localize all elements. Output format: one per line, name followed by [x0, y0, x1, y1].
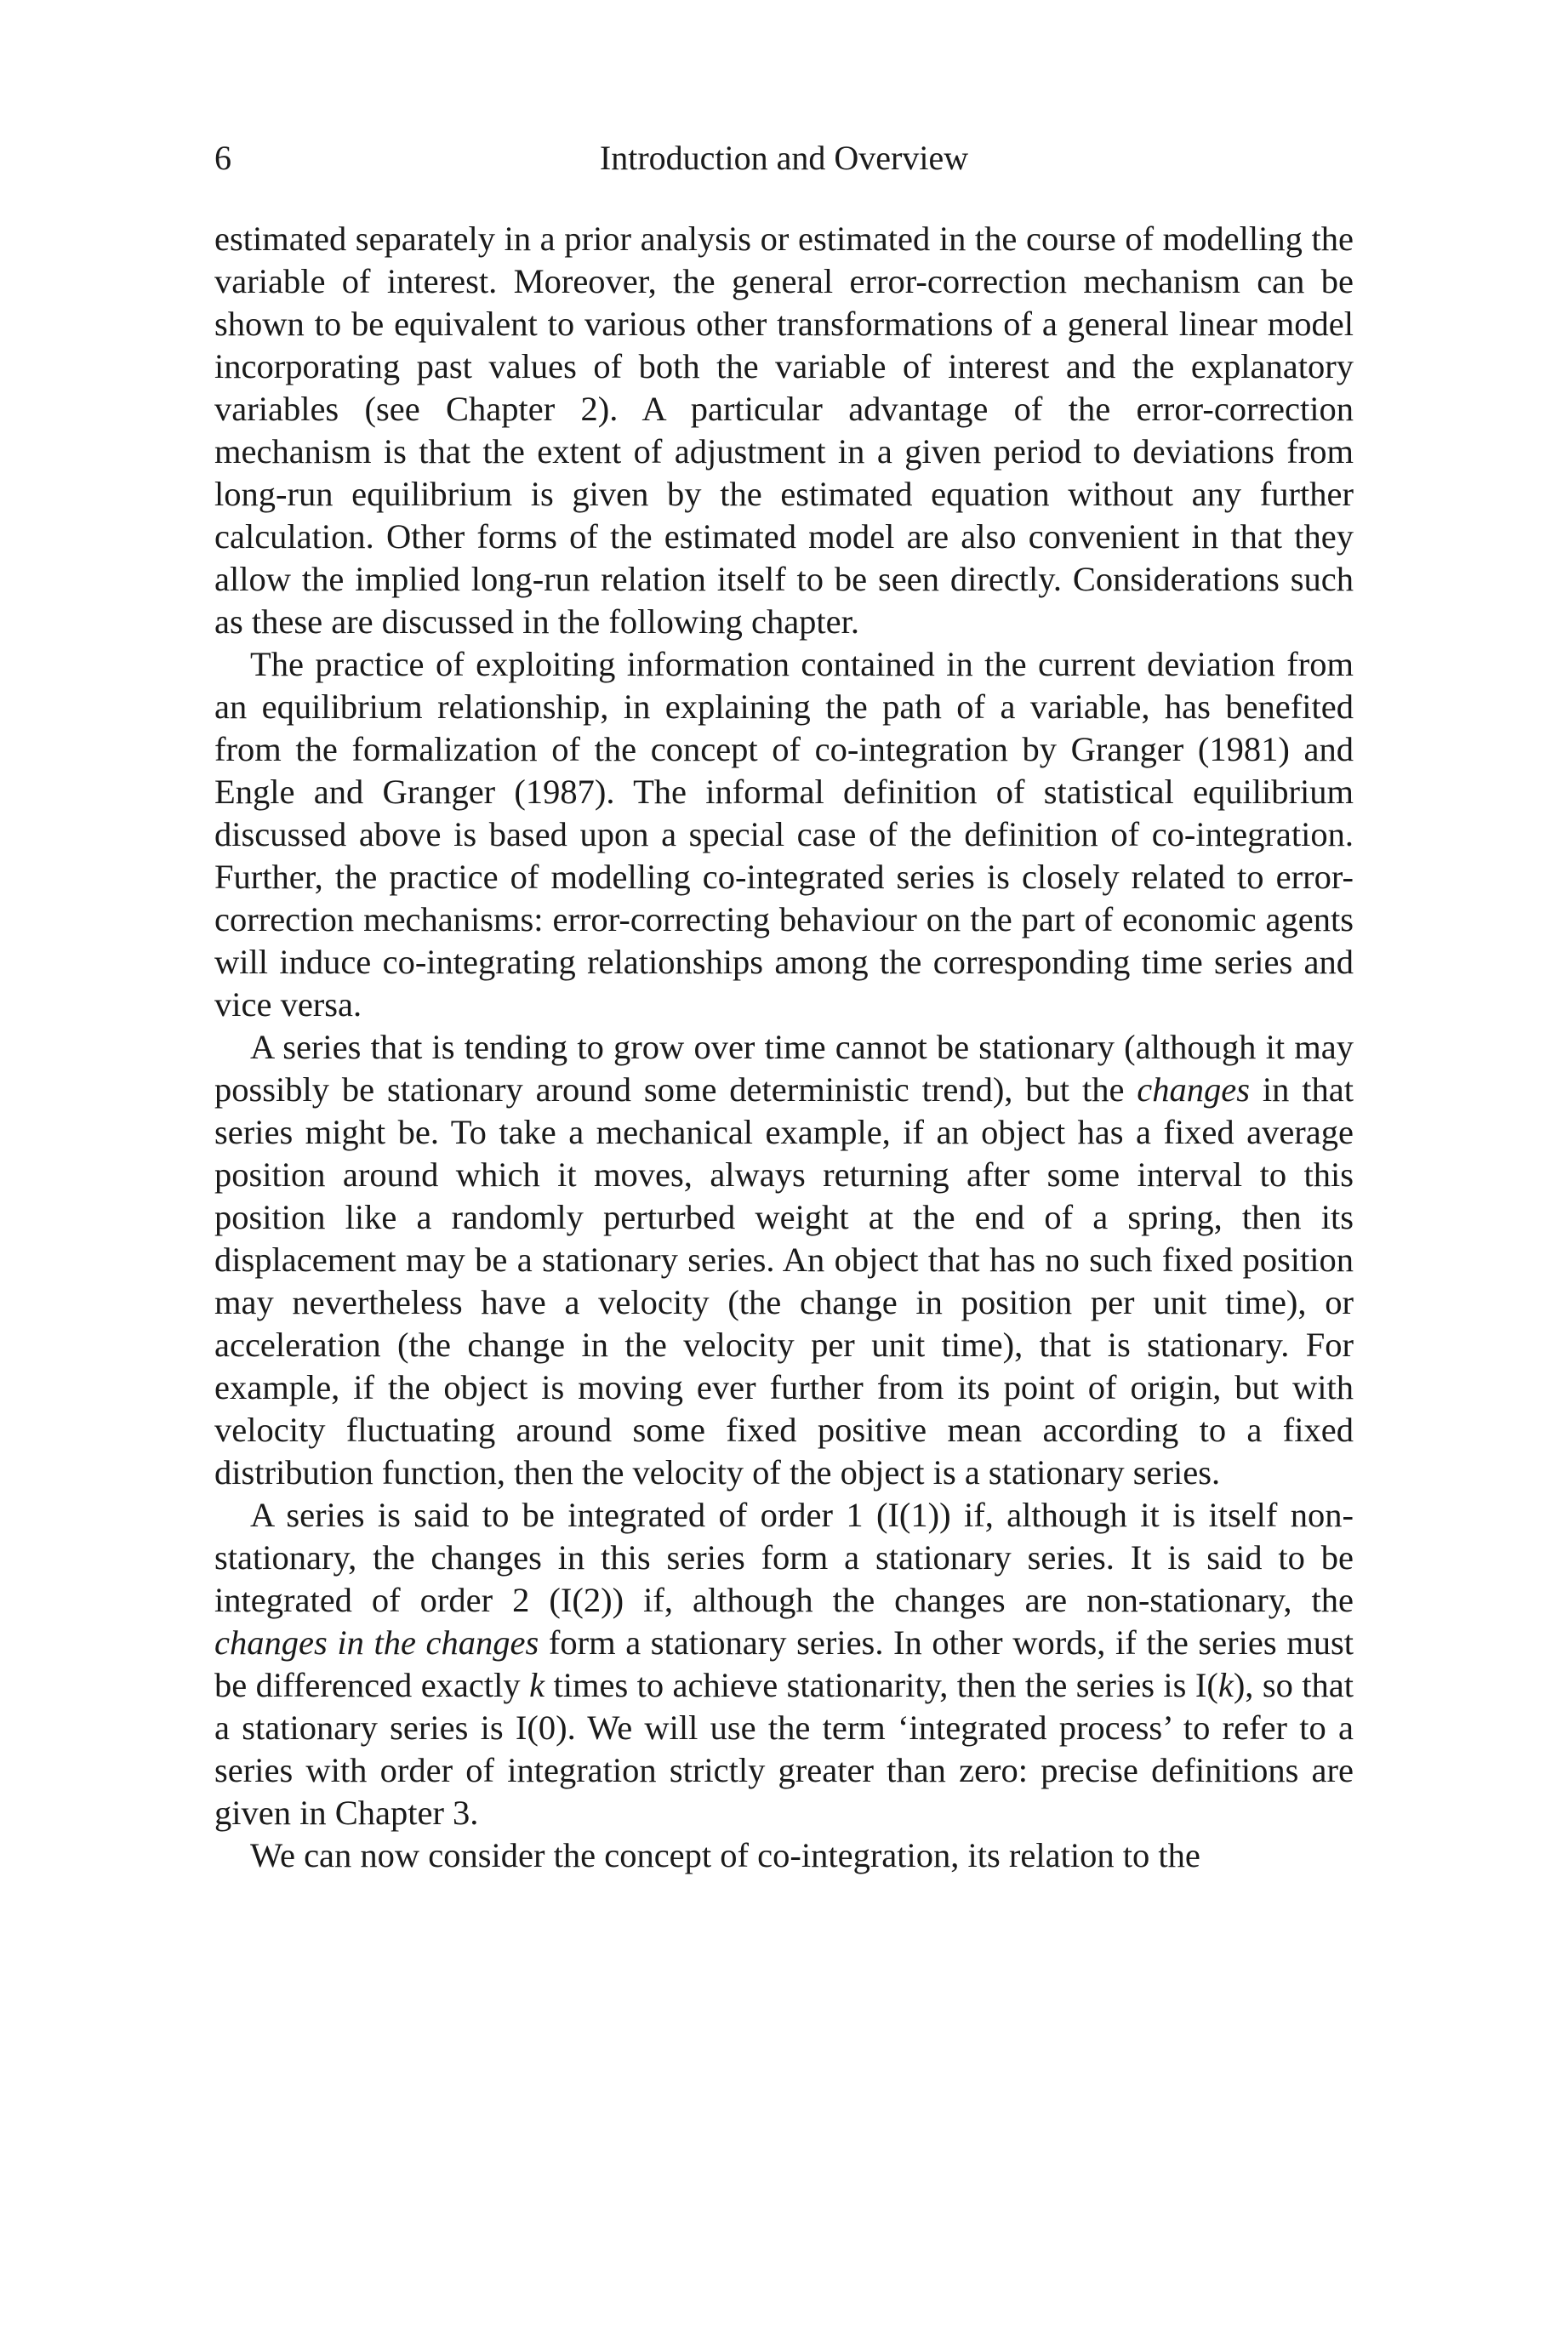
- text-run: form a stationary series. In other words, if the series must be differenced exactly: [214, 1623, 1354, 1704]
- text-run: times to achieve stationarity, then the series is I(: [545, 1666, 1218, 1704]
- paragraph-3: [214, 1026, 1354, 1494]
- text-run: A series is said to be integrated of order 1 (I(1)) if, although it is itself non-stationary, the changes in this series form a stationary series. It is said to be integrated of order 2 (I(2)) if, although the changes are non-stationary, the: [214, 1496, 1354, 1619]
- text-run: in that series might be. To take a mechanical example, if an object has a fixed average position around which it moves, always returning after some interval to this position like a randomly perturbed weight at the end of a spring, then its displacement may be a stationary series. An object that has no such fixed position may nevertheless have a velocity (the change in position per unit time), or acceleration (the change in the velocity per unit time), that is stationary. For example, if the object is moving ever further from its point of origin, but with velocity fluctuating around some fixed positive mean according to a fixed distribution function, then the velocity of the object is a stationary series.: [214, 1070, 1354, 1492]
- body-text: [214, 218, 1354, 1877]
- page-number: 6: [214, 139, 231, 177]
- running-title: Introduction and Overview: [599, 139, 969, 177]
- text-run: estimated separately in a prior analysis or estimated in the course of modelling the variable of interest. Moreover, the general error-correction mechanism can be shown to be equivalent to various other transformations of a general linear model incorporating past values of both the variable of interest and the explanatory variables (see Chapter 2). A particular advantage of the error-correction mechanism is that the extent of adjustment in a given period to deviations from long-run equilibrium is given by the estimated equation without any further calculation. Other forms of the estimated model are also convenient in that they allow the implied long-run relation itself to be seen directly. Considerations such as these are discussed in the following chapter.: [214, 220, 1354, 641]
- italic-term: changes: [1137, 1070, 1251, 1109]
- paragraph-5: [214, 1834, 1354, 1877]
- text-run: A series that is tending to grow over time cannot be stationary (although it may possibly be stationary around some deterministic trend), but the: [214, 1028, 1354, 1109]
- italic-variable: k: [529, 1666, 545, 1704]
- italic-term: changes in the changes: [214, 1623, 539, 1662]
- running-head: [214, 134, 1354, 182]
- paragraph-1: [214, 218, 1354, 643]
- paragraph-4: [214, 1494, 1354, 1834]
- paragraph-2: [214, 643, 1354, 1026]
- italic-variable: k: [1217, 1666, 1234, 1704]
- text-run: We can now consider the concept of co-integration, its relation to the: [250, 1836, 1200, 1874]
- text-run: ), so that a stationary series is I(0). We will use the term ‘integrated process’ to refer to a series with order of integration strictly greater than zero: precise definitions are given in Chapter 3.: [214, 1666, 1354, 1832]
- text-run: The practice of exploiting information contained in the current deviation from an equilibrium relationship, in explaining the path of a variable, has benefited from the formalization of the concept of co-integration by Granger (1981) and Engle and Granger (1987). The informal definition of statistical equilibrium discussed above is based upon a special case of the definition of co-integration. Further, the practice of modelling co-integrated series is closely related to error-correction mechanisms: error-correcting behaviour on the part of economic agents will induce co-integrating relationships among the corresponding time series and vice versa.: [214, 645, 1354, 1024]
